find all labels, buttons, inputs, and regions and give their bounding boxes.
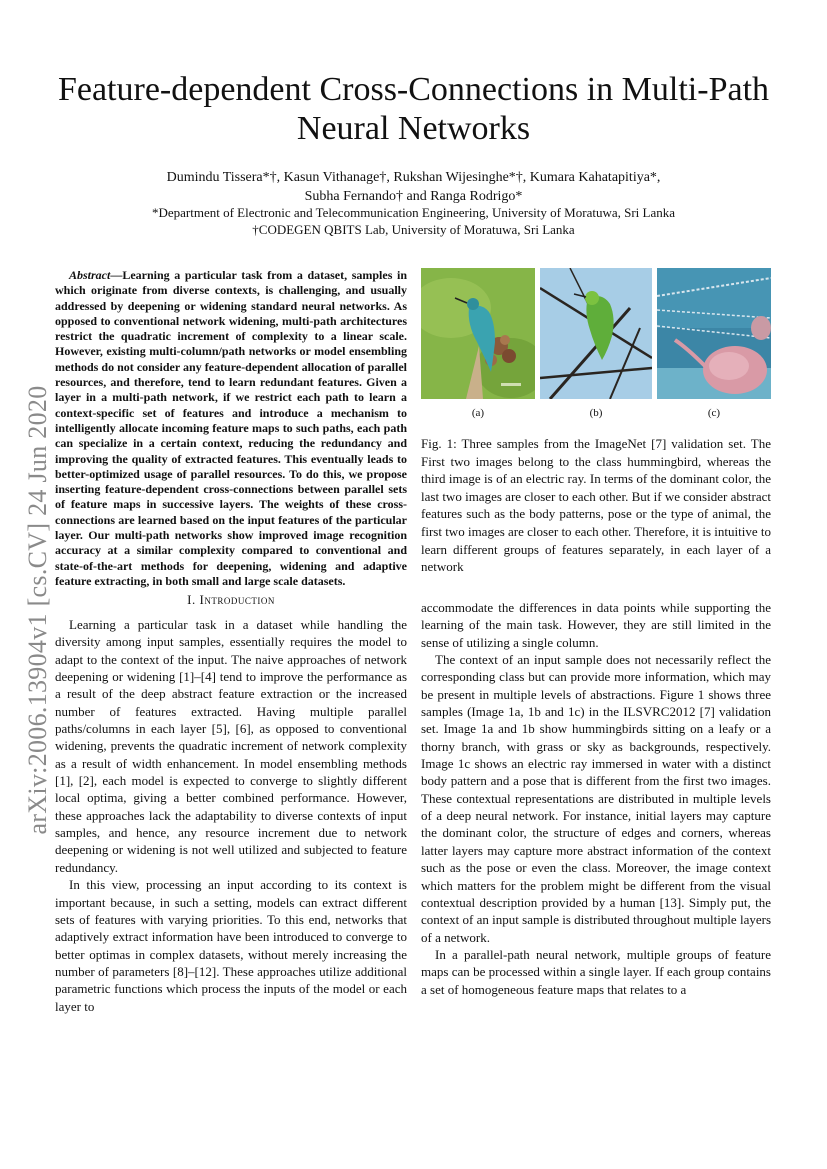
- introduction-right-column: [421, 599, 771, 998]
- subfigure-label-a: (a): [471, 407, 485, 419]
- intro-paragraph-3: accommodate the differences in data points while supporting the learning of the main task. However, they are still limited in the sense of utilizing a single column.: [421, 600, 771, 650]
- figure-image-hummingbird-grass: [421, 268, 535, 399]
- paper-title: Feature-dependent Cross-Connections in Multi-Path Neural Networks: [57, 71, 770, 147]
- intro-paragraph-1: Learning a particular task in a dataset while handling the diversity among input samples, essentially requires the model to adapt to the context of the input. The naive approaches of network deepening or widening [1]–[4] tend to improve the performance as a result of the deep abstract feature extraction or the increased number of features extracted. Having multiple parallel paths/columns in each layer [5], [6], as opposed to conventional widening, prevents the quadratic increment of network complexity as a result of width enhancement. In model ensembling methods [1], [2], each model is expected to converge to slightly different local optima, giving a better combined performance. However, these approaches lack the adaptability to diverse contexts of input samples, and hence, any resource increment due to network deepening or widening is not well utilized and subjected to feature redundancy.: [55, 617, 407, 875]
- figure-image-hummingbird-sky: [540, 268, 652, 399]
- abstract-label: Abstract: [69, 268, 111, 282]
- abstract-text: —Learning a particular task from a dataset, samples in which originate from diverse contexts, is challenging, and usually addressed by deepening or widening standard neural networks. As opposed to conventional network widening, multi-path architectures restrict the quadratic increment of complexity to a linear scale. However, existing multi-column/path networks or model ensembling methods do not consider any feature-dependent allocation of parallel resources, and therefore, tend to learn redundant features. Given a layer in a multi-path network, if we restrict each path to learn a context-specific set of features and introduce a mechanism to intelligently allocate incoming feature maps to such paths, each path can specialize in a certain context, reducing the redundancy and improving the quality of extracted features. This eventually leads to better-optimized usage of parallel resources. To do this, we propose inserting feature-dependent cross-connections between parallel sets of feature maps in successive layers. The weights of these cross-connections are learned based on the input features of the particular layer. Our multi-path networks show improved image recognition accuracy at a similar complexity compared to conventional and state-of-the-art methods for deepening, widening and adaptive feature extracting, in both small and large scale datasets.: [55, 268, 407, 588]
- abstract: [55, 268, 407, 589]
- subfigure-label-b: (b): [589, 407, 603, 419]
- affiliation-1: *Department of Electronic and Telecommunication Engineering, University of Moratuwa, Sri Lanka: [151, 205, 676, 220]
- arxiv-identifier-stamp: [18, 365, 58, 855]
- section-number: I.: [187, 592, 196, 607]
- affiliation-2: †CODEGEN QBITS Lab, University of Moratuwa, Sri Lanka: [252, 222, 575, 237]
- subfigure-label-c: (c): [707, 407, 721, 419]
- section-title: Introduction: [199, 592, 275, 607]
- introduction-left-column: [55, 616, 407, 1015]
- author-list: [60, 168, 767, 206]
- figure-1: [421, 268, 771, 418]
- section-heading-introduction: [55, 592, 407, 608]
- arxiv-stamp-text: arXiv:2006.13904v1 [cs.CV] 24 Jun 2020: [23, 385, 52, 835]
- figure-image-electric-ray: [657, 268, 771, 399]
- intro-paragraph-2: In this view, processing an input according to its context is important because, in such a setting, models can extract different sets of features with varying priorities. To this end, networks that adaptively extract information have been introduced to converge to better optimas in complex datasets, without merely increasing the number of parameters [8]–[12]. These approaches utilize additional parametric functions which process the inputs of the model or each layer to: [55, 877, 407, 1014]
- authors-line-1: Dumindu Tissera*†, Kasun Vithanage†, Rukshan Wijesinghe*†, Kumara Kahatapitiya*,: [166, 170, 661, 185]
- figure-1-caption: Fig. 1: Three samples from the ImageNet [7] validation set. The First two images belong to the class hummingbird, whereas the third image is of an electric ray. In terms of the dominant color, the last two images are closer to each other. But if we consider abstract features such as the body patterns, pose or the type of animal, the first two images are closer to each other. Therefore, it is intuitive to learn different groups of features separately, in each layer of a network: [421, 436, 771, 575]
- intro-paragraph-4: The context of an input sample does not necessarily reflect the corresponding class but can provide more information, which may be present in multiple levels of abstractions. Figure 1 shows three samples (Image 1a, 1b and 1c) in the ILSVRC2012 [7] validation set. Image 1a and 1b show hummingbirds sitting on a leafy or a thorny branch, with grass or sky as backgrounds, respectively. Image 1c shows an electric ray immersed in water with a distinct body pattern and a pose that is different from the first two images. These contextual representations are distributed in multiple levels of a deep neural network. For instance, initial layers may capture the dominant color, the structure of edges and corners, whereas latter layers may capture more abstract information of the context such as the pose or even the class. Moreover, the image context which matters for the problem might be different from the visual contextual description provided by a human [13]. Simply put, the context of an input sample is distributed throughout multiple layers of a network.: [421, 652, 771, 945]
- authors-line-2: Subha Fernando† and Ranga Rodrigo*: [304, 189, 523, 204]
- intro-paragraph-5: In a parallel-path neural network, multiple groups of feature maps can be processed within a single layer. If each group contains a set of homogeneous feature maps that relates to a: [421, 946, 771, 997]
